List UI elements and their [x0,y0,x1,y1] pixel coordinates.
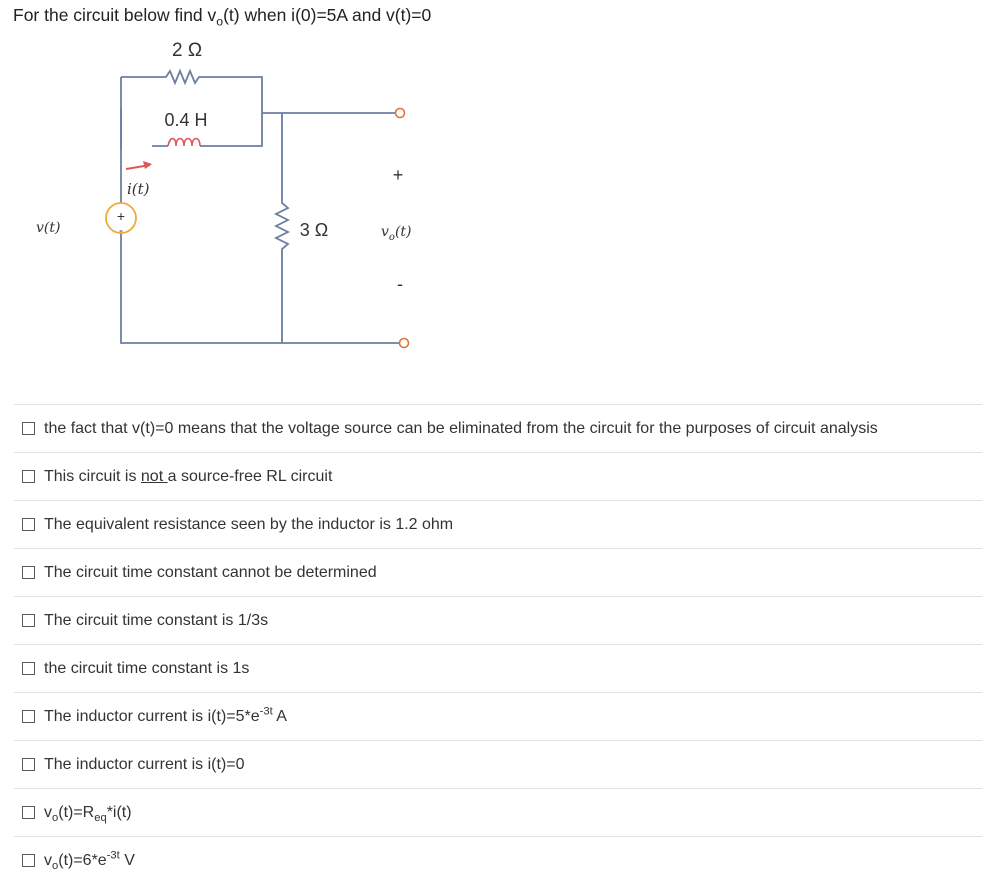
resistor-2ohm-branch [121,71,262,108]
output-voltage-label [381,224,412,243]
option-label: $v_o(t)=6*e^{-3t}$ V [44,849,135,872]
option-7[interactable] [14,692,982,740]
option-label: The circuit time constant cannot be determined [44,563,377,581]
circuit-diagram [0,38,460,358]
option-2[interactable] [14,452,982,500]
checkbox[interactable] [22,470,35,483]
option-10[interactable] [14,836,982,884]
option-label: the fact that v(t)=0 means that the voltage source can be eliminated from the circuit for the purposes of circuit analysis [44,419,878,437]
option-4[interactable] [14,548,982,596]
option-1[interactable] [14,404,982,452]
out-t: (t) [394,224,412,240]
checkbox[interactable] [22,806,35,819]
checkbox[interactable] [22,758,35,771]
checkbox[interactable] [22,710,35,723]
question-part-1: For the circuit below find v [13,5,217,25]
out-sub: o [388,232,395,243]
option-5[interactable] [14,596,982,644]
checkbox[interactable] [22,518,35,531]
current-label: i(t) [127,180,150,198]
checkbox[interactable] [22,422,35,435]
option-label: $v_o(t)=R_{eq}*i(t)$ [44,803,132,824]
option-label: The inductor current is i(t)=0 [44,755,245,773]
question-subscript: o [216,14,224,29]
answer-options [14,404,982,884]
source-label: v(t) [36,220,61,236]
option-3[interactable] [14,500,982,548]
svg-text:vo(t) [381,224,412,243]
option-6[interactable] [14,644,982,692]
source-plus: + [116,208,126,224]
option-label: The inductor current is $i(t)=5*e^{-3t}$ A [44,705,287,725]
question-part-2: (t) when i(0)=5A and v(t)=0 [223,5,432,25]
out-v: v [381,224,389,240]
checkbox[interactable] [22,854,35,867]
resistor-mid-label: 3 Ω [299,220,329,240]
checkbox[interactable] [22,566,35,579]
option-label: The equivalent resistance seen by the inductor is 1.2 ohm [44,515,454,533]
output-terminal-top [396,109,405,118]
output-minus: - [397,274,403,294]
output-plus: + [392,165,404,185]
option-label: This circuit is not a source-free RL circuit [44,467,333,485]
option-9[interactable] [14,788,982,836]
checkbox[interactable] [22,614,35,627]
option-8[interactable] [14,740,982,788]
option-label: The circuit time constant is 1/3s [44,611,269,629]
inductor-label: 0.4 H [164,110,208,130]
question-text [13,4,432,29]
checkbox[interactable] [22,662,35,675]
resistor-top-label: 2 Ω [171,40,203,61]
source-minus: - [119,223,123,237]
option-label: the circuit time constant is 1s [44,659,250,677]
output-terminal-bottom [400,339,409,348]
inductor-coil [168,139,200,147]
